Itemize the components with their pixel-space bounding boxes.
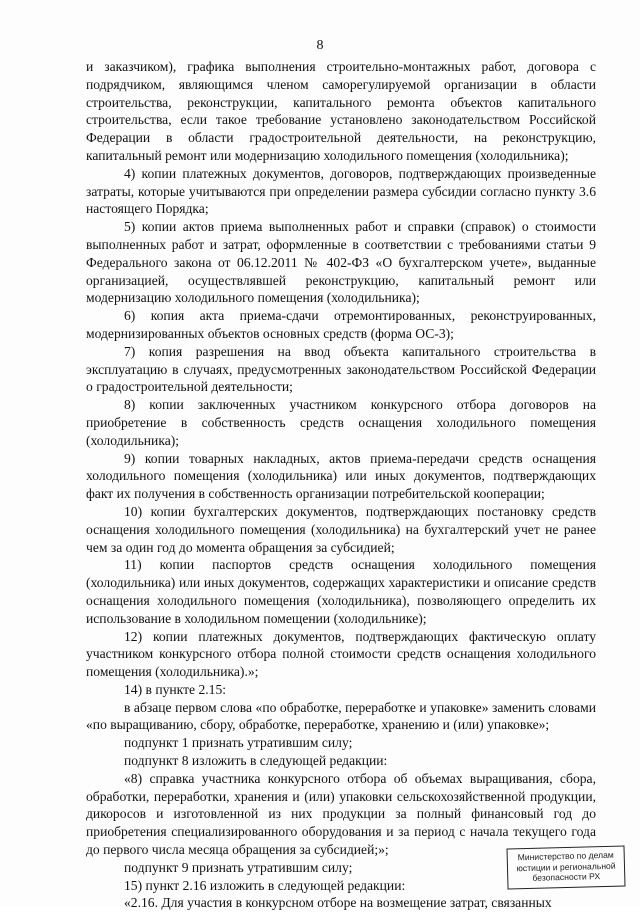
paragraph: «8) справка участника конкурсного отбора об объемах выращивания, сбора, обработки, переработки, хранения и (или) упаковки сельскохозяйственной продукции, дикоросов и изготовленной из них продукции за полный финансовый год до приобретения специализированного оборудования и за период с начала текущего года до первого числа месяца обращения за субсидией;»; (86, 770, 596, 858)
paragraph: и заказчиком), графика выполнения строительно-монтажных работ, договора с подрядчиком, являющимся членом саморегулируемой организации в области строительства, реконструкции, капитального ремонта объектов капитального строительства, если такое требование установлено законодательством Российской Федерации в области градостроительной деятельности, на реконструкцию, капитальный ремонт или модернизацию холодильного помещения (холодильника); (86, 59, 596, 163)
paragraph: 9) копии товарных накладных, актов приема-передачи средств оснащения холодильного помещения (холодильника) или иных документов, подтверждающих факт их получения в собственность организации потребительской кооперации; (86, 450, 596, 502)
paragraph: в абзаце первом слова «по обработке, переработке и упаковке» заменить словами «по выращиванию, сбору, обработке, переработке, хранению и (или) упаковке»; (86, 699, 596, 733)
stamp-line: юстиции и региональной (516, 860, 616, 873)
paragraph: подпункт 1 признать утратившим силу; (124, 735, 353, 751)
paragraph: подпункт 9 признать утратившим силу; (124, 859, 353, 875)
stamp-line: безопасности РХ (532, 871, 601, 883)
paragraph: 11) копии паспортов средств оснащения холодильного помещения (холодильника) или иных документов, содержащих характеристики и описание средств оснащения холодильного помещения (холодильника), позволяющего определить их использование в холодильном помещении (холодильнике); (86, 557, 596, 626)
paragraph: 4) копии платежных документов, договоров, подтверждающих произведенные затраты, которые учитываются при определении размера субсидии согласно пункту 3.6 настоящего Порядка; (86, 165, 596, 217)
paragraph: 7) копия разрешения на ввод объекта капитального строительства в эксплуатацию в случаях, предусмотренных законодательством Российской Федерации о градостроительной деятельности; (86, 343, 596, 395)
paragraph: 5) копии актов приема выполненных работ и справки (справок) о стоимости выполненных работ и затрат, оформленные в соответствии с требованиями статьи 9 Федерального закона от 06.12.2011 № 402-ФЗ «О бухгалтерском учете», выданные организацией, осуществлявшей реконструкцию, капитальный ремонт или модернизацию холодильного помещения (холодильника); (86, 219, 596, 306)
paragraph: 15) пункт 2.16 изложить в следующей редакции: (124, 877, 406, 893)
paragraph: 12) копии платежных документов, подтверждающих фактическую оплату участником конкурсного отбора полной стоимости средств оснащения холодильного помещения (холодильника).»; (86, 628, 596, 680)
paragraph: «2.16. Для участия в конкурсном отборе на возмещение затрат, связанных (124, 895, 552, 911)
paragraph: 6) копия акта приема-сдачи отремонтированных, реконструированных, модернизированных объектов основных средств (форма ОС-3); (86, 308, 596, 341)
registration-stamp (506, 845, 625, 889)
paragraph: подпункт 8 изложить в следующей редакции: (124, 753, 388, 769)
paragraph: 8) копии заключенных участником конкурсного отбора договоров на приобретение в собственность средств оснащения холодильного помещения (холодильника); (86, 397, 596, 448)
stamp-line: Министерство по делам (517, 849, 614, 863)
paragraph: 10) копии бухгалтерских документов, подтверждающих постановку средств оснащения холодильного помещения (холодильника) на бухгалтерский учет не ранее чем за один год до момента обращения за субсидией; (86, 503, 596, 555)
page-number: 8 (316, 38, 324, 53)
document-body (86, 58, 596, 912)
paragraph: 14) в пункте 2.15: (124, 681, 227, 697)
